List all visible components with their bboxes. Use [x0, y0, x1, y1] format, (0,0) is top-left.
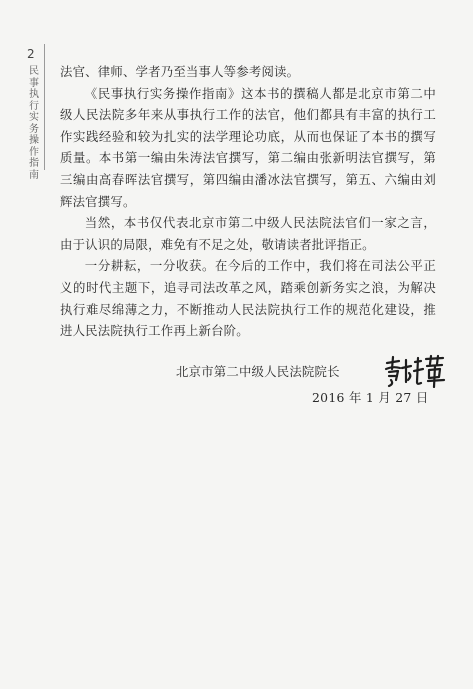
paragraph-authors: 《民事执行实务操作指南》这本书的撰稿人都是北京市第二中级人民法院多年来从事执行工作的法官，他们都具有丰富的执行工作实践经验和较为扎实的法学理论功底，从而也保证了本书的撰写质量。本书第一编由朱涛法官撰写，第二编由张新明法官撰写，第三编由高春晖法官撰写，第四编由潘冰法官撰写，第五、六编由刘辉法官撰写。 — [60, 85, 436, 209]
signature-block — [176, 354, 446, 390]
running-title: 民事执行实务操作指南 — [29, 66, 39, 181]
paragraph-continuation: 法官、律师、学者乃至当事人等参考阅读。 — [60, 64, 300, 79]
signature-title: 北京市第二中级人民法院院长 — [176, 364, 340, 379]
paragraph-closing: 一分耕耘，一分收获。在今后的工作中，我们将在司法公平正义的时代主题下，追寻司法改革之风，踏乘创新务实之浪，为解决执行难尽绵薄之力，不断推动人民法院执行工作的规范化建设，推进人民法院执行工作再上新台阶。 — [60, 258, 436, 339]
margin-rule — [44, 44, 45, 170]
page-number: 2 — [27, 47, 35, 61]
handwritten-signature — [384, 354, 446, 388]
paragraph-disclaimer: 当然，本书仅代表北京市第二中级人民法院法官们一家之言，由于认识的局限，难免有不足之处，敬请读者批评指正。 — [60, 215, 436, 252]
date: 2016 年 1 月 27 日 — [312, 390, 429, 405]
body-text — [60, 61, 436, 342]
